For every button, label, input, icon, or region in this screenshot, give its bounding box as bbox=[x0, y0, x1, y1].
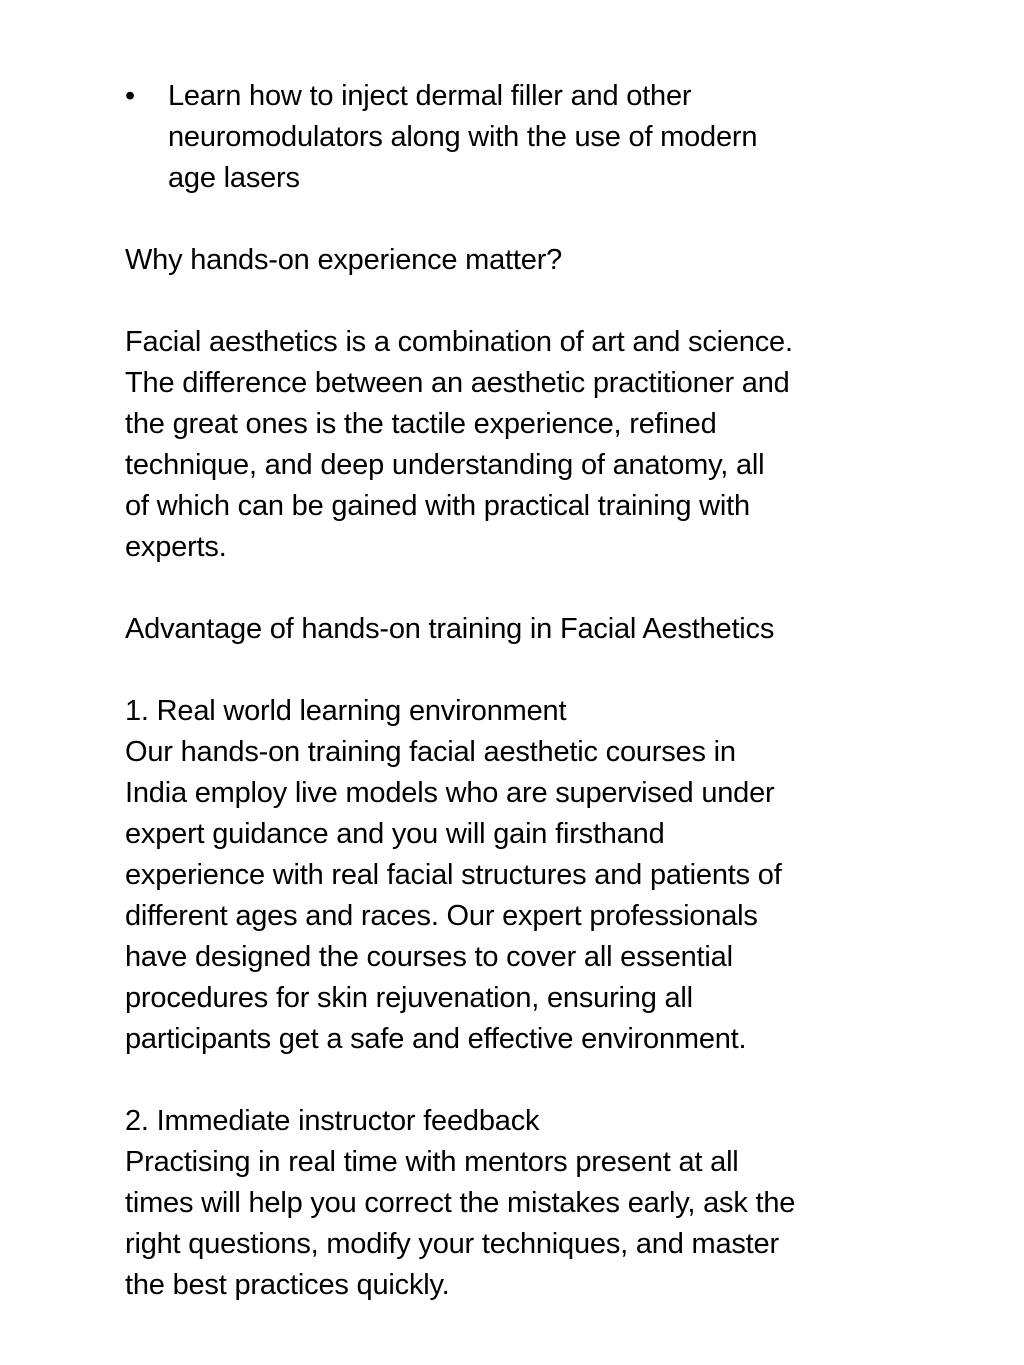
section-instructor-feedback bbox=[125, 1101, 885, 1306]
paragraph-line: expert guidance and you will gain firsthand bbox=[125, 818, 665, 850]
spacer bbox=[125, 199, 885, 240]
paragraph-line: Facial aesthetics is a combination of art and science. bbox=[125, 326, 793, 358]
paragraph-line: right questions, modify your techniques, and master bbox=[125, 1228, 779, 1260]
bullet-list-item bbox=[125, 76, 885, 199]
bullet-marker: • bbox=[125, 80, 136, 112]
why-heading: Why hands-on experience matter? bbox=[125, 244, 563, 276]
paragraph-line: participants get a safe and effective environment. bbox=[125, 1023, 747, 1055]
bullet-line: neuromodulators along with the use of modern bbox=[168, 121, 758, 153]
paragraph-line: Our hands-on training facial aesthetic courses in bbox=[125, 736, 736, 768]
paragraph-line: times will help you correct the mistakes early, ask the bbox=[125, 1187, 796, 1219]
paragraph-line: Practising in real time with mentors present at all bbox=[125, 1146, 739, 1178]
spacer bbox=[125, 1060, 885, 1101]
paragraph-line: the best practices quickly. bbox=[125, 1269, 450, 1301]
paragraph-line: procedures for skin rejuvenation, ensuring all bbox=[125, 982, 693, 1014]
section-heading: 2. Immediate instructor feedback bbox=[125, 1105, 540, 1137]
paragraph-line: India employ live models who are supervised under bbox=[125, 777, 775, 809]
spacer bbox=[125, 568, 885, 609]
bullet-line: Learn how to inject dermal filler and other bbox=[168, 80, 692, 112]
paragraph-line: The difference between an aesthetic practitioner and bbox=[125, 367, 790, 399]
paragraph-line: the great ones is the tactile experience, refined bbox=[125, 408, 717, 440]
paragraph-line: have designed the courses to cover all essential bbox=[125, 941, 733, 973]
paragraph-line: experience with real facial structures and patients of bbox=[125, 859, 782, 891]
spacer bbox=[125, 650, 885, 691]
intro-paragraph bbox=[125, 322, 885, 568]
advantage-heading: Advantage of hands-on training in Facial Aesthetics bbox=[125, 613, 775, 645]
paragraph-line: different ages and races. Our expert professionals bbox=[125, 900, 758, 932]
section-heading: 1. Real world learning environment bbox=[125, 695, 567, 727]
paragraph-line: technique, and deep understanding of anatomy, all bbox=[125, 449, 765, 481]
bullet-line: age lasers bbox=[168, 162, 300, 194]
spacer bbox=[125, 281, 885, 322]
document-page bbox=[125, 76, 885, 1306]
paragraph-line: of which can be gained with practical training with bbox=[125, 490, 750, 522]
section-real-world-learning bbox=[125, 691, 885, 1060]
paragraph-line: experts. bbox=[125, 531, 227, 563]
